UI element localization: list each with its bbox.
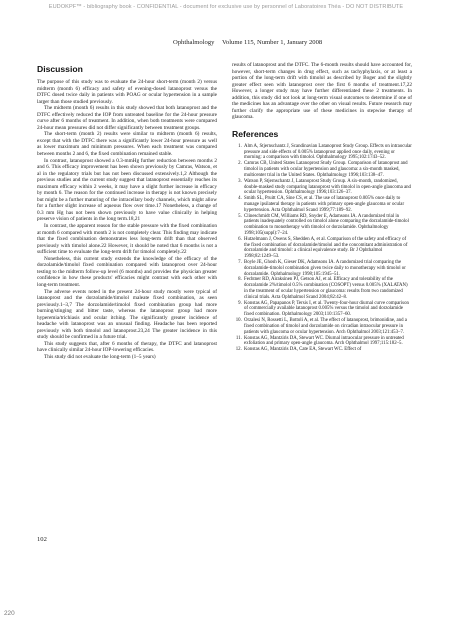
discussion-paragraph: This study suggests that, after 6 months of therapy, the DTFC and latanoprost have clinically similar 24-hour IOP-lowering efficacies.: [37, 340, 217, 354]
discussion-paragraph: Nonetheless, this current study extends the knowledge of the efficacy of the dorzolamide/timolol fixed combination compared with latanoprost over 24-hour testing to the midterm follow-up level (6 months) and provides the physician greater confidence in how these products' efficacies might contrast with each other with long-term treatment.: [37, 255, 217, 288]
reference-item: 5. Clineschmidt CM, Williams RD, Snyder E, Adamsons IA. A randomized trial in patients inadequately controlled on timolol alone comparing the dorzolamide-timolol combination to monotherapy with timolol or dorzolamide. Ophthalmology 1998;105(suppl):7–24.: [243, 214, 412, 237]
discussion-continuation: results of latanoprost and the DTFC. The 6-month results should have accounted for, however, short-term changes in drug effect, such as tachyphylaxis, or at least a portion of the long-term drift with timolol as described by Boger and the slightly greater effect seen with latanoprost over the first 6 months of treatment.17,22 However, a longer study may have further differentiated these 2 treatments. In addition, this study did not look at long-term visual outcomes to determine if one of the medicines has an advantage over the other on visual results. Future research may further clarify the appropriate use of these medicines in stepwise therapy of glaucoma.: [232, 62, 412, 121]
left-column: [37, 62, 217, 361]
reference-item: 1. Alm A, Stjernschantz J, Scandinavian Latanoprost Study Group. Effects on intraocular pressure and side effects of 0.005% latanoprost applied once daily, evening or morning: a comparison with timolol. Ophthalmology 1995;102:1743–52.: [243, 144, 412, 161]
discussion-paragraph: In contrast, the apparent reason for the stable pressure with the fixed combination at month 6 compared with month 2 is not completely clear. This finding may indicate that the fixed combination demonstrates less long-term drift than that observed previously with timolol alone.22 However, it should be noted that 6 months is not a sufficient time to evaluate the long-term drift for timolol completely.22: [37, 223, 217, 256]
confidential-banner: EUDOKPF™ - bibliography book - CONFIDENTIAL - document for exclusive use by personnel of Laboratoires Théa - DO NOT DISTRIBUTE: [48, 4, 404, 10]
reference-item: 10. Orzalesi N, Rossetti L, Bottoli A, et al. The effect of latanoprost, brimonidine, and a fixed combination of timolol and dorzolamide on circadian intraocular pressure in patients with glaucoma or ocular hypertension. Arch Ophthalmol 2003;121:453–7.: [243, 318, 412, 335]
page-number: 102: [37, 536, 47, 543]
discussion-paragraph: In contrast, latanoprost showed a 0.3-mmHg further reduction between months 2 and 6. This efficacy improvement has been shown previously by Camras, Watson, et al in the regulatory trials but has not been discussed extensively.1,2 Although the previous studies and the current study suggest that latanoprost essentially reaches its maximum efficacy within 2 weeks, it may have a slight further increase in efficacy by month 6. The reason for the continued increase in therapy is not known precisely but might be a further maturing of the intracellary body channels, which might allow for a further slight increase of aqueous flow over time.17 Nonetheless, a change of 0.3 mm Hg has not been shown previously to have value clinically in helping preserve vision of patients in the long term.18,21: [37, 157, 217, 223]
reference-item: 8. Fechtner RD, Airaksinen PJ, Getson AJ, et al. Efficacy and tolerability of the dorzolamide 2%/timolol 0.5% combination (COSOPT) versus 0.005% (XALATAN) in the treatment of ocular hypertension or glaucoma: results from two randomized clinical trials. Acta Ophthalmol Scand 2004;82:42–8.: [243, 277, 412, 300]
discussion-heading: Discussion: [37, 64, 83, 74]
reference-item: 2. Camras CB, United States Latanoprost Study Group. Comparison of latanoprost and timolol in patients with ocular hypertension and glaucoma: a six-month masked, multicenter trial in the United States. Ophthalmology 1996;103:138–47.: [243, 161, 412, 178]
discussion-paragraph: The adverse events noted in the present 24-hour study mostly were typical of latanoprost and the dorzolamide/timolol maleate fixed combination, as seen previously.1–3,7 The dorzolamide/timolol fixed combination group had more burning/stinging and bitter taste, whereas the latanoprost group had more hyperemia/trichiasis and ocular itching. The significantly greater incidence of headache with latanoprost was an unusual finding. Headache has been reported previously with both timolol and latanoprost.23,24 The greater incidence in this study should be confirmed in a future trial.: [37, 288, 217, 341]
right-column: [232, 62, 412, 353]
reference-item: 12. Konstas AG, Mantziris DA, Cate EA, Stewart WC. Effect of: [243, 347, 412, 353]
references-heading: References: [232, 128, 279, 139]
discussion-paragraph: The short-term (month 2) results were similar to midterm (month 6) results, except that with the DTFC there was a significantly lower 24-hour pressure as well as lower maximum and minimum pressures. When each treatment was compared between months 2 and 6, the fixed combination remained stable.: [37, 131, 217, 158]
book-page-number: 220: [4, 610, 15, 617]
discussion-paragraph: The midterm (month 6) results in this study showed that both latanoprost and the DTFC effectively reduced the IOP from untreated baseline for the 24-hour pressure curve after 6 months of treatment. In addition, when both treatments were compared 24-hour mean pressures did not differ significantly between treatment groups.: [37, 105, 217, 131]
discussion-paragraph: The purpose of this study was to evaluate the 24-hour short-term (month 2) versus midterm (month 6) efficacy and safety of evening-dosed latanoprost versus the DTFC dosed twice daily in patients with POAG or ocular hypertension in a sample larger than those studied previously.: [37, 79, 217, 105]
reference-item: 4. Smith SL, Pruitt CA, Sine CS, et al. The use of latanoprost 0.005% once daily to manage ipsilateral therapy in patients with primary open-angle glaucoma or ocular hypertension. Acta Ophthalmol Scand 1999;77:189–92.: [243, 196, 412, 213]
reference-item: 9. Konstas AG, Papapanos P, Tersis I, et al. Twenty-four-hour diurnal curve comparison of commercially available latanoprost 0.005% versus the timolol and dorzolamide fixed combination. Ophthalmology 2003;110:1357–60.: [243, 301, 412, 318]
journal-name: Ophthalmology: [173, 39, 215, 46]
discussion-paragraph: This study did not evaluate the long-term (1–5 years): [44, 353, 156, 360]
reference-item: 11. Konstas AG, Mantziris DA, Stewart WC. Diurnal intraocular pressure in untreated exfoliation and primary open-angle glaucoma. Arch Ophthalmol 1997;115:182–5.: [243, 336, 412, 348]
journal-volume: Volume 115, Number 1, January 2008: [222, 39, 323, 46]
reference-list: [232, 144, 412, 353]
reference-item: 3. Watson P, Stjernschantz J, Latanoprost Study Group. A six-month, randomized, double-masked study comparing latanoprost with timolol in open-angle glaucoma and ocular hypertension. Ophthalmology 1996;103:126–37.: [243, 179, 412, 196]
reference-item: 6. Hutzelmann J, Owens S, Shedden A, et al. Comparison of the safety and efficacy of the fixed combination of dorzolamide/timolol and the concomitant administration of dorzolamide and timolol: a clinical equivalence study. Br J Ophthalmol 1998;82:1249–53.: [243, 237, 412, 260]
reference-item: 7. Boyle JE, Ghosh K, Gieser DK, Adamsons IA. A randomized trial comparing the dorzolamide-timolol combination given twice daily to monotherapy with timolol or dorzolamide. Ophthalmology 1998;105:1945–51.: [243, 260, 412, 277]
journal-header: [0, 39, 452, 51]
